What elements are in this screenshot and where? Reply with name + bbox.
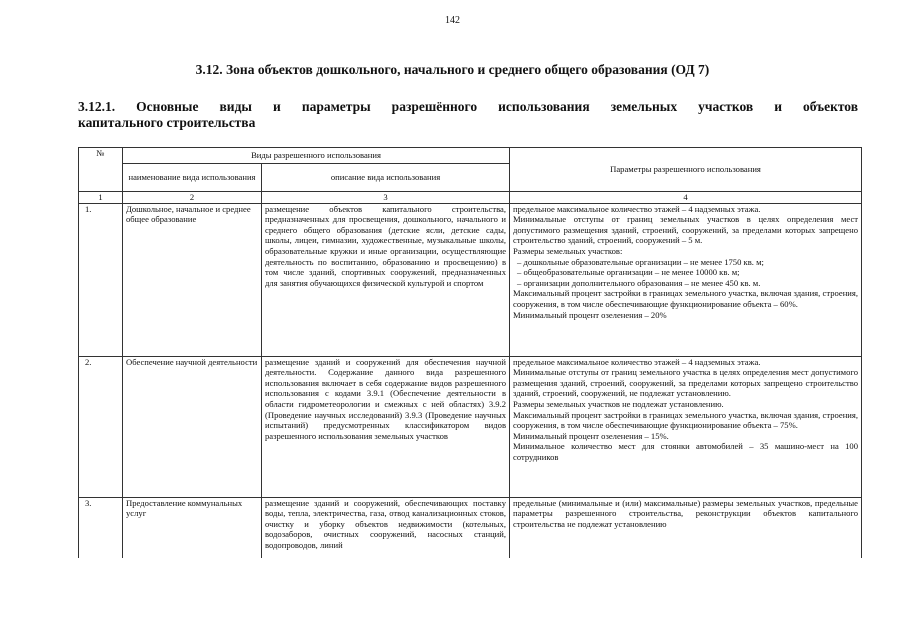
param-text: Минимальные отступы от границ земельного участка в целях определения мест допустимого размещения зданий, строений, сооружений, за пределами которых запрещено строительство зданий, строений, сооружений, не подлежат установлению.	[513, 367, 859, 399]
row-description: размещение зданий и сооружений для обеспечения научной деятельности. Содержание данного вида разрешенного использования включает в себя содержание видов разрешенного использования с кодами 3.9.1 (Обеспечение деятельности в области гидрометеорологии и смежных с ней областях) 3.9.2 (Проведение научных исследований) 3.9.3 (Проведение научных испытаний) предусмотренных классификатором видов разрешенного использования земельных участков	[262, 356, 510, 497]
param-text: Минимальный процент озеленения – 15%.	[513, 430, 669, 441]
col-number-4: 4	[510, 192, 862, 204]
header-num: №	[79, 148, 123, 192]
row-num: 1.	[79, 203, 123, 356]
row-description: размещение зданий и сооружений, обеспечивающих поставку воды, тепла, электричества, газа, отвод канализационных стоков, очистку и уборку объектов недвижимости (котельных, водозаборов, очистных сооружений, насосных станций, водопроводов, линий	[262, 497, 510, 558]
param-text: Размеры земельных участков не подлежат установлению.	[513, 398, 724, 409]
param-text: Минимальный процент озеленения – 20%	[513, 309, 667, 320]
row-name: Предоставление коммунальных услуг	[123, 497, 262, 558]
header-description: описание вида использования	[262, 164, 510, 192]
param-text: предельное максимальное количество этажей – 4 надземных этажа.	[513, 203, 761, 214]
row-num: 2.	[79, 356, 123, 497]
header-types-group: Виды разрешенного использования	[123, 148, 510, 164]
table-row	[79, 356, 862, 497]
param-text: Максимальный процент застройки в границах земельного участка, включая здания, строения, сооружения, в том числе обеспечивающие функционирование объекта – 60%.	[513, 288, 859, 309]
row-params	[510, 356, 862, 497]
header-params: Параметры разрешенного использования	[510, 148, 862, 192]
row-name: Дошкольное, начальное и среднее общее образование	[123, 203, 262, 356]
param-text: Минимальные отступы от границ земельных участков в целях определения мест допустимого размещения зданий, строений, сооружений, за пределами которых запрещено строительство зданий, строений, сооружений – 5 м.	[513, 214, 859, 246]
page-number: 142	[445, 15, 460, 26]
col-number-2: 2	[123, 192, 262, 204]
row-num: 3.	[79, 497, 123, 558]
row-description: размещение объектов капитального строительства, предназначенных для просвещения, дошкольного, начального и среднего общего образования (детские ясли, детские сады, школы, лицеи, гимназии, художественные, музыкальные школы, образовательные кружки и иные организации, осуществляющие деятельность по воспитанию, образованию и просвещению) в том числе зданий, спортивных сооружений, предназначенных для занятия обучающихся физической культурой и спортом	[262, 203, 510, 356]
param-list-item: – общеобразовательные организации – не менее 10000 кв. м;	[517, 267, 740, 278]
subsection-heading-line2: капитального строительства	[78, 115, 256, 130]
section-heading: 3.12. Зона объектов дошкольного, начального и среднего общего образования (ОД 7)	[195, 62, 710, 77]
subsection-heading-line1: 3.12.1. Основные виды и параметры разрешённого использования земельных участков и объектов	[78, 99, 858, 114]
row-name: Обеспечение научной деятельности	[123, 356, 262, 497]
usage-table	[78, 147, 862, 558]
row-params	[510, 203, 862, 356]
col-number-1: 1	[79, 192, 123, 204]
param-list-item: – дошкольные образовательные организации – не менее 1750 кв. м;	[517, 256, 764, 267]
table-row	[79, 497, 862, 558]
table-row	[79, 203, 862, 356]
param-text: Минимальное количество мест для стоянки автомобилей – 35 машино-мест на 100 сотрудников	[513, 441, 859, 462]
param-text: Максимальный процент застройки в границах земельного участка, включая здания, строения, сооружения, в том числе обеспечивающие функционирование объекта – 75%.	[513, 409, 859, 431]
param-text: Размеры земельных участков:	[513, 245, 623, 256]
param-text: предельное максимальное количество этажей – 4 надземных этажа.	[513, 356, 761, 367]
col-number-3: 3	[262, 192, 510, 204]
param-text: предельные (минимальные и (или) максимальные) размеры земельных участков, предельные параметры разрешенного строительства, реконструкции объектов капитального строительства не подлежат установлению	[513, 497, 859, 529]
row-params	[510, 497, 862, 558]
param-list-item: – организации дополнительного образования – не менее 450 кв. м.	[517, 277, 761, 288]
header-name: наименование вида использования	[123, 164, 262, 192]
